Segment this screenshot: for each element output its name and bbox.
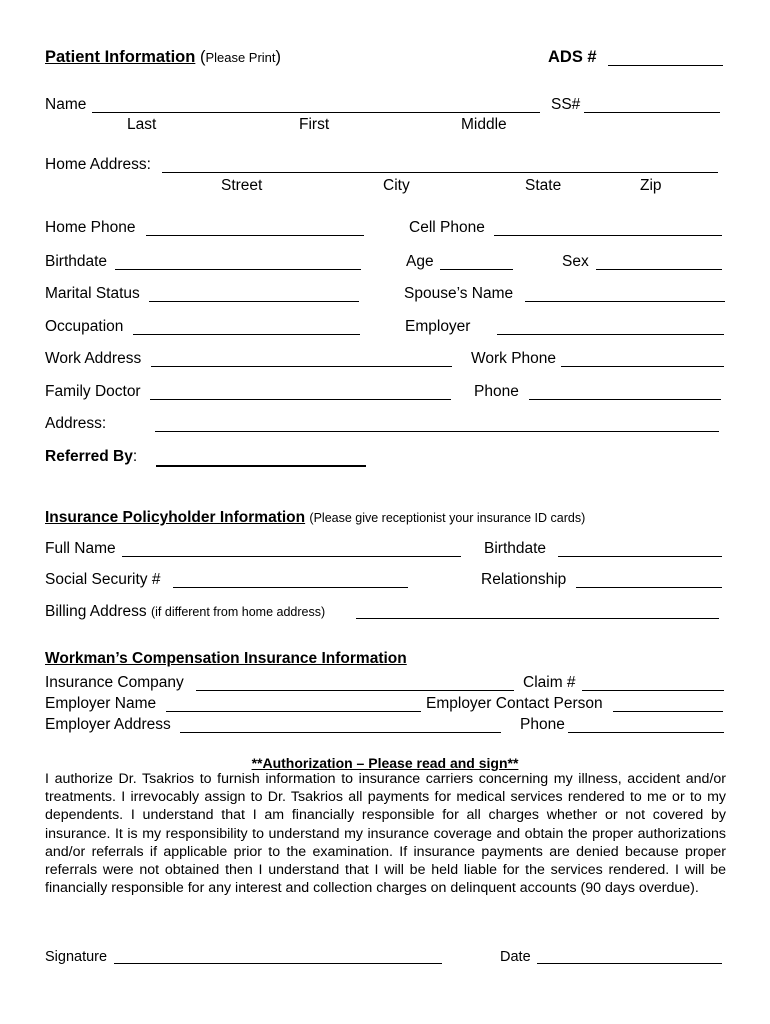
marital-status-field[interactable] <box>149 301 359 302</box>
spouse-name-field[interactable] <box>525 301 725 302</box>
claim-label: Claim # <box>523 674 576 691</box>
street-caption: Street <box>221 177 263 194</box>
insurance-company-label: Insurance Company <box>45 674 184 691</box>
home-phone-label: Home Phone <box>45 219 136 236</box>
ads-label: ADS # <box>548 48 597 66</box>
authorization-text: I authorize Dr. Tsakrios to furnish information to insurance carriers concerning my illness, accident and/or treatments. I irrevocably assign to Dr. Tsakrios all payments for medical services rendered to me or to my dependents. I understand that I am financially responsible for all charges whether or not covered by insurance. It is my responsibility to understand my insurance coverage and obtain the proper authorizations and/or referrals if applicable prior to the examination. If insurance payments are denied because proper referrals were not obtained then I understand that I will be held liable for the services rendered. I will be financially responsible for any interest and collection charges on delinquent accounts (90 days overdue). <box>45 771 726 897</box>
name-label: Name <box>45 96 87 113</box>
work-phone-field[interactable] <box>561 366 724 367</box>
employer-phone-field[interactable] <box>568 732 724 733</box>
insurance-note: (Please give receptionist your insurance ID cards) <box>309 511 586 525</box>
work-phone-label: Work Phone <box>471 350 557 367</box>
employer-phone-label: Phone <box>520 716 565 733</box>
doctor-phone-label: Phone <box>474 383 519 400</box>
home-phone-field[interactable] <box>146 235 364 236</box>
signature-field[interactable] <box>114 963 442 964</box>
last-caption: Last <box>127 116 157 133</box>
ssn-label: SS# <box>551 96 581 113</box>
claim-field[interactable] <box>582 690 724 691</box>
spouse-name-label: Spouse’s Name <box>404 285 514 302</box>
billing-address-row <box>45 603 325 621</box>
full-name-field[interactable] <box>122 556 461 557</box>
home-address-label: Home Address: <box>45 156 151 173</box>
cell-phone-label: Cell Phone <box>409 219 485 236</box>
full-name-label: Full Name <box>45 540 116 557</box>
occupation-label: Occupation <box>45 318 124 335</box>
doctor-address-label: Address: <box>45 415 107 432</box>
first-caption: First <box>299 116 330 133</box>
occupation-field[interactable] <box>133 334 360 335</box>
family-doctor-label: Family Doctor <box>45 383 141 400</box>
referred-by-colon: : <box>132 448 138 465</box>
signature-label: Signature <box>45 949 108 965</box>
relationship-field[interactable] <box>576 587 722 588</box>
middle-caption: Middle <box>461 116 507 133</box>
insurance-company-field[interactable] <box>196 690 514 691</box>
date-label: Date <box>500 949 531 965</box>
work-address-field[interactable] <box>151 366 452 367</box>
ads-field[interactable] <box>608 65 723 66</box>
referred-by-label: Referred By <box>45 448 133 465</box>
doctor-phone-field[interactable] <box>529 399 721 400</box>
billing-address-note: (if different from home address) <box>150 605 326 619</box>
social-security-label: Social Security # <box>45 571 161 588</box>
family-doctor-field[interactable] <box>150 399 451 400</box>
date-field[interactable] <box>537 963 722 964</box>
name-field[interactable] <box>92 112 540 113</box>
employer-contact-label: Employer Contact Person <box>426 695 603 712</box>
employer-address-label: Employer Address <box>45 716 171 733</box>
ssn-field[interactable] <box>584 112 720 113</box>
doctor-address-field[interactable] <box>155 431 719 432</box>
authorization-title: **Authorization – Please read and sign** <box>251 755 519 771</box>
form-title-row <box>45 48 281 67</box>
employer-address-field[interactable] <box>180 732 501 733</box>
sex-label: Sex <box>562 253 589 270</box>
employer-name-label: Employer Name <box>45 695 157 712</box>
birthdate-field[interactable] <box>115 269 361 270</box>
page-title: Patient Information <box>45 48 196 66</box>
sex-field[interactable] <box>596 269 722 270</box>
policyholder-birthdate-label: Birthdate <box>484 540 547 557</box>
insurance-title-row <box>45 509 585 527</box>
birthdate-label: Birthdate <box>45 253 108 270</box>
employer-label: Employer <box>405 318 471 335</box>
employer-field[interactable] <box>497 334 724 335</box>
referred-by-field[interactable] <box>156 465 366 467</box>
relationship-label: Relationship <box>481 571 567 588</box>
employer-contact-field[interactable] <box>613 711 723 712</box>
work-address-label: Work Address <box>45 350 142 367</box>
employer-name-field[interactable] <box>166 711 421 712</box>
workman-section-title: Workman’s Compensation Insurance Information <box>45 650 407 667</box>
title-note: Please Print <box>205 50 276 65</box>
referred-by-row <box>45 448 137 466</box>
cell-phone-field[interactable] <box>494 235 722 236</box>
city-caption: City <box>383 177 410 194</box>
state-caption: State <box>525 177 562 194</box>
age-label: Age <box>406 253 434 270</box>
insurance-section-title: Insurance Policyholder Information <box>45 509 306 526</box>
title-paren-open: ( <box>199 48 206 66</box>
marital-status-label: Marital Status <box>45 285 140 302</box>
billing-address-label: Billing Address <box>45 603 147 620</box>
social-security-field[interactable] <box>173 587 408 588</box>
zip-caption: Zip <box>640 177 662 194</box>
home-address-field[interactable] <box>162 172 718 173</box>
age-field[interactable] <box>440 269 513 270</box>
title-paren-close: ) <box>275 48 282 66</box>
policyholder-birthdate-field[interactable] <box>558 556 722 557</box>
billing-address-field[interactable] <box>356 618 719 619</box>
